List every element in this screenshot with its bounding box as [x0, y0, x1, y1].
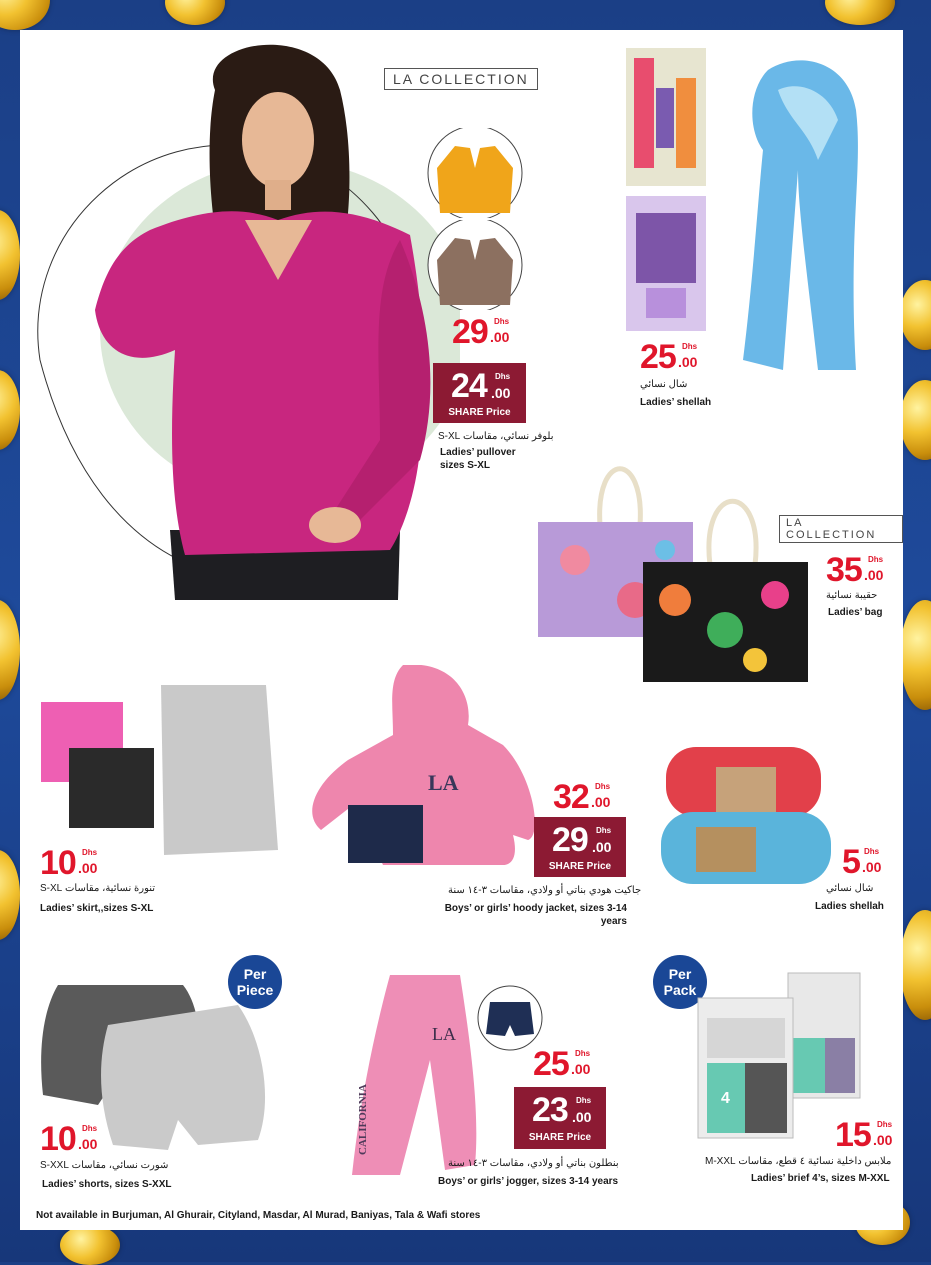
jogger-share-price: 23 Dhs .00 SHARE Price: [514, 1087, 606, 1149]
pullover-illustration: [20, 30, 460, 610]
shellah-title-arabic: شال نسائي: [640, 379, 688, 390]
shorts-title-arabic: شورت نسائي، مقاسات S-XXL: [40, 1160, 169, 1171]
offer-panel: [20, 30, 903, 1230]
per-pack-badge-line2: Pack: [663, 982, 697, 998]
skirt-price: 10 Dhs .00: [40, 844, 98, 882]
brand-logo-la-collection: LA COLLECTION: [384, 68, 538, 90]
brief-title-english: Ladies’ brief 4’s, sizes M-XXL: [751, 1173, 890, 1184]
skirt-title-english: Ladies’ skirt,,sizes S-XL: [40, 903, 154, 914]
gold-coin-decoration: [900, 280, 931, 350]
hoody-regular-price: 32 Dhs .00: [553, 778, 611, 816]
brief-price: 15 Dhs .00: [835, 1116, 893, 1154]
ladies-bag-image: [535, 450, 815, 690]
gold-coin-decoration: [0, 850, 20, 940]
gold-coin-decoration: [900, 380, 931, 460]
shellah-rolled-image: [656, 742, 834, 890]
pullover-mustard-swatch: [425, 128, 525, 218]
gold-coin-decoration: [900, 910, 931, 1020]
pullover-share-price: 24 Dhs .00 SHARE Price: [433, 363, 526, 423]
pullover-title-arabic: بلوفر نسائي، مقاسات S-XL: [438, 431, 554, 442]
jogger-image: [350, 970, 550, 1185]
shellah-price: 25 Dhs .00: [640, 338, 698, 376]
gold-coin-decoration: [0, 370, 20, 450]
hoody-jacket-image: [303, 665, 543, 870]
per-piece-badge-line1: Per: [243, 966, 267, 982]
shellah-title-english: Ladies’ shellah: [640, 397, 712, 408]
brand-logo-la-collection-bag: LA COLLECTION: [779, 515, 903, 543]
pullover-brown-swatch: [425, 220, 525, 310]
shellah-folded-image: [626, 48, 708, 333]
hoody-print-text: LA: [428, 770, 459, 795]
jogger-title-arabic: بنطلون بناتي أو ولادي، مقاسات ٣-١٤ سنة: [448, 1158, 619, 1169]
jogger-print-california: CALIFORNIA: [357, 1084, 369, 1155]
per-pack-badge-line1: Per: [668, 966, 692, 982]
gold-coin-decoration: [0, 0, 50, 30]
hoody-title-arabic: جاكيت هودي بناتي أو ولادي، مقاسات ٣-١٤ سنة: [448, 885, 642, 896]
pullover-sizes: sizes S-XL: [440, 459, 491, 471]
bag-title-arabic: حقيبة نسائية: [826, 590, 878, 601]
brief-title-arabic: ملابس داخلية نسائية ٤ قطع، مقاسات M-XXL: [705, 1156, 892, 1167]
pullover-regular-price: 29 Dhs .00: [452, 313, 510, 351]
shorts-title-english: Ladies’ shorts, sizes S-XXL: [42, 1179, 172, 1190]
brief-pack-count-text: 4: [721, 1090, 730, 1107]
shorts-price: 10 Dhs .00: [40, 1120, 98, 1158]
skirt-title-arabic: تنورة نسائية، مقاسات S-XL: [40, 883, 156, 894]
shellah-scarf-image: [738, 50, 863, 375]
hoody-title-english: [442, 903, 627, 928]
shellah2-title-arabic: شال نسائي: [826, 883, 874, 894]
gold-coin-decoration: [60, 1225, 120, 1265]
hoody-years: years: [600, 915, 627, 927]
bag-price: 35 Dhs .00: [826, 551, 884, 589]
store-availability-note: Not available in Burjuman, Al Ghurair, Cityland, Masdar, Al Murad, Baniyas, Tala & Wafi stores: [36, 1210, 481, 1221]
gold-coin-decoration: [0, 210, 20, 300]
bag-title-english: Ladies’ bag: [828, 607, 883, 618]
per-piece-badge-line2: Piece: [236, 982, 274, 998]
gold-coin-decoration: [165, 0, 225, 25]
hoody-name: Boys’ or girls’ hoody jacket, sizes 3-14: [444, 903, 627, 914]
shellah2-title-english: Ladies shellah: [815, 901, 884, 912]
gold-coin-decoration: [825, 0, 895, 25]
jogger-print-la: LA: [432, 1024, 456, 1044]
skirt-image: [36, 680, 286, 860]
jogger-title-english: Boys’ or girls’ jogger, sizes 3-14 years: [438, 1176, 619, 1187]
gold-coin-decoration: [900, 600, 931, 710]
jogger-regular-price: 25 Dhs .00: [533, 1045, 591, 1083]
shellah2-price: 5 Dhs .00: [842, 843, 882, 881]
pullover-title-english: [440, 447, 516, 472]
gold-coin-decoration: [0, 600, 20, 700]
hoody-share-price: 29 Dhs .00 SHARE Price: [534, 817, 626, 877]
pullover-name: Ladies’ pullover: [440, 447, 516, 458]
